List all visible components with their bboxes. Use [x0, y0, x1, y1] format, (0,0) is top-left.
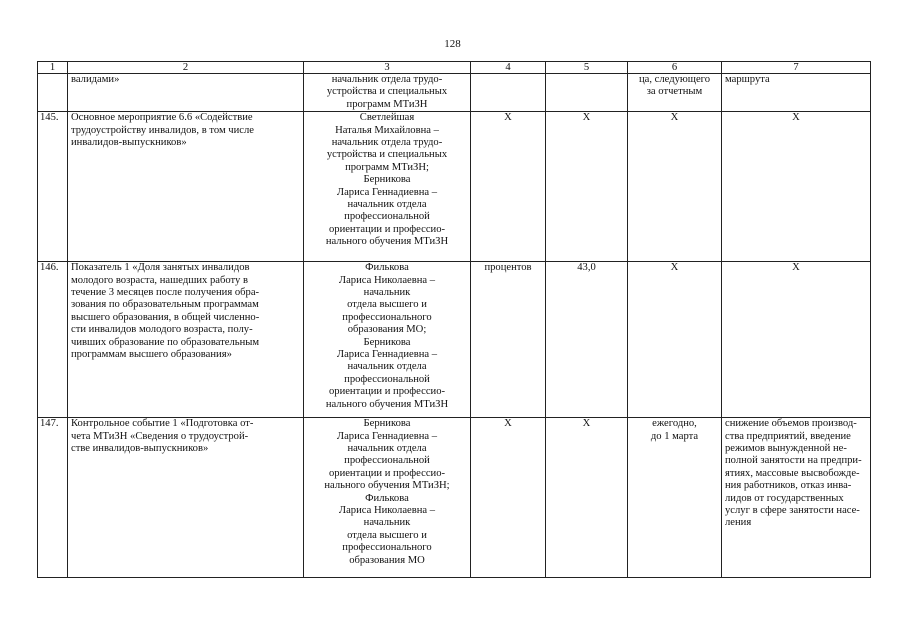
- text-line: ежегодно,: [652, 418, 697, 430]
- text-line: лидов от государственных: [725, 492, 844, 504]
- text-line: Контрольное событие 1 «Подготовка от-: [71, 418, 254, 430]
- responsible-person: [304, 112, 471, 262]
- text-line: трудоустройству инвалидов, в том числе: [71, 124, 254, 136]
- text-line: Х: [792, 112, 800, 124]
- measure-description: [68, 262, 304, 418]
- text-line: профессиональной: [344, 211, 430, 223]
- text-line: ятиях, массовые высвобожде-: [725, 467, 860, 479]
- text-line: молодого возраста, нашедших работу в: [71, 274, 248, 286]
- text-line: нального обучения МТиЗН;: [324, 480, 450, 492]
- text-line: начальник отдела трудо-: [331, 74, 443, 85]
- row-number: 146.: [38, 262, 68, 418]
- text-line: Показатель 1 «Доля занятых инвалидов: [71, 262, 250, 274]
- unit-cell: процентов: [471, 262, 546, 418]
- text-line: начальник: [363, 287, 411, 299]
- text-line: нального обучения МТиЗН: [325, 236, 449, 248]
- text-line: устройства и специальных: [326, 149, 448, 161]
- column-header: 5: [546, 62, 628, 74]
- text-line: высшего образования, в общей численно-: [71, 311, 260, 323]
- text-line: профессиональной: [344, 455, 430, 467]
- risk-cell: [722, 418, 871, 578]
- text-line: начальник отдела: [347, 361, 427, 373]
- table-row: [38, 112, 871, 262]
- text-line: чивших образование по образовательным: [71, 336, 260, 348]
- responsible-person: [304, 262, 471, 418]
- deadline-cell: [628, 74, 722, 112]
- text-line: отдела высшего и: [347, 529, 427, 541]
- text-line: отдела высшего и: [347, 299, 427, 311]
- text-line: программам высшего образования»: [71, 349, 232, 361]
- text-line: Берникова: [363, 174, 411, 186]
- table-row: [38, 418, 871, 578]
- text-line: инвалидов-выпускников»: [71, 137, 187, 149]
- text-line: Лариса Геннадиевна –: [336, 430, 438, 442]
- column-header: 3: [304, 62, 471, 74]
- text-line: Филькова: [365, 492, 409, 504]
- measure-description: [68, 418, 304, 578]
- text-line: программ МТиЗН;: [345, 161, 429, 173]
- text-line: образования МО: [349, 554, 425, 566]
- text-line: Лариса Николаевна –: [338, 274, 436, 286]
- text-line: Основное мероприятие 6.6 «Содействие: [71, 112, 253, 124]
- text-line: ориентации и профессио-: [328, 223, 446, 235]
- responsible-person: [304, 74, 471, 112]
- text-line: профессиональной: [344, 373, 430, 385]
- text-line: услуг в сфере занятости насе-: [725, 505, 860, 517]
- text-line: программ МТиЗН: [346, 98, 428, 110]
- table-row: [38, 262, 871, 418]
- text-line: полной занятости на предпри-: [725, 455, 862, 467]
- text-line: до 1 марта: [650, 430, 699, 442]
- value-cell: [546, 74, 628, 112]
- text-line: течение 3 месяцев после получения обра-: [71, 287, 260, 299]
- risk-cell: [722, 262, 871, 418]
- column-header: 7: [722, 62, 871, 74]
- text-line: начальник отдела: [347, 443, 427, 455]
- responsible-person: [304, 418, 471, 578]
- table-row: [38, 74, 871, 112]
- text-line: за отчетным: [646, 86, 703, 98]
- text-line: маршрута: [725, 74, 770, 85]
- measure-description: [68, 74, 304, 112]
- unit-cell: Х: [471, 112, 546, 262]
- text-line: снижение объемов производ-: [725, 418, 857, 430]
- text-line: начальник отдела трудо-: [331, 137, 443, 149]
- column-header: 1: [38, 62, 68, 74]
- text-line: Х: [670, 112, 679, 124]
- text-line: Лариса Николаевна –: [338, 505, 436, 517]
- measure-description: [68, 112, 304, 262]
- row-number: 145.: [38, 112, 68, 262]
- text-line: начальник отдела: [347, 199, 427, 211]
- page-number: 128: [444, 38, 461, 50]
- column-header: 4: [471, 62, 546, 74]
- risk-cell: [722, 74, 871, 112]
- value-cell: 43,0: [546, 262, 628, 418]
- row-number: [38, 74, 68, 112]
- text-line: зования по образовательным программам: [71, 299, 259, 311]
- text-line: Х: [792, 262, 800, 274]
- text-line: нального обучения МТиЗН: [325, 398, 449, 410]
- text-line: ца, следующего: [638, 74, 711, 85]
- value-cell: Х: [546, 418, 628, 578]
- text-line: чета МТиЗН «Сведения о трудоустрой-: [71, 430, 249, 442]
- risk-cell: [722, 112, 871, 262]
- text-line: Светлейшая: [359, 112, 415, 124]
- column-header: 6: [628, 62, 722, 74]
- text-line: Филькова: [365, 262, 409, 274]
- deadline-cell: [628, 262, 722, 418]
- text-line: Наталья Михайловна –: [335, 124, 439, 136]
- text-line: Берникова: [363, 418, 411, 430]
- deadline-cell: [628, 418, 722, 578]
- text-line: ориентации и профессио-: [328, 386, 446, 398]
- text-line: Х: [670, 262, 679, 274]
- text-line: стве инвалидов-выпускников»: [71, 443, 209, 455]
- text-line: валидами»: [71, 74, 120, 85]
- text-line: режимов вынужденной не-: [725, 443, 847, 455]
- text-line: профессионального: [342, 542, 432, 554]
- text-line: Берникова: [363, 336, 411, 348]
- text-line: устройства и специальных: [326, 86, 448, 98]
- deadline-cell: [628, 112, 722, 262]
- text-line: ства предприятий, введение: [725, 430, 851, 442]
- text-line: ориентации и профессио-: [328, 467, 446, 479]
- unit-cell: [471, 74, 546, 112]
- text-line: Лариса Геннадиевна –: [336, 349, 438, 361]
- text-line: Лариса Геннадиевна –: [336, 186, 438, 198]
- text-line: образования МО;: [347, 324, 427, 336]
- text-line: профессионального: [342, 311, 432, 323]
- column-number-row: [38, 62, 871, 74]
- unit-cell: Х: [471, 418, 546, 578]
- row-number: 147.: [38, 418, 68, 578]
- column-header: 2: [68, 62, 304, 74]
- value-cell: Х: [546, 112, 628, 262]
- text-line: сти инвалидов молодого возраста, полу-: [71, 324, 253, 336]
- program-table: [37, 61, 871, 578]
- text-line: ления: [725, 517, 752, 529]
- text-line: ния работников, отказ инва-: [725, 480, 852, 492]
- text-line: начальник: [363, 517, 411, 529]
